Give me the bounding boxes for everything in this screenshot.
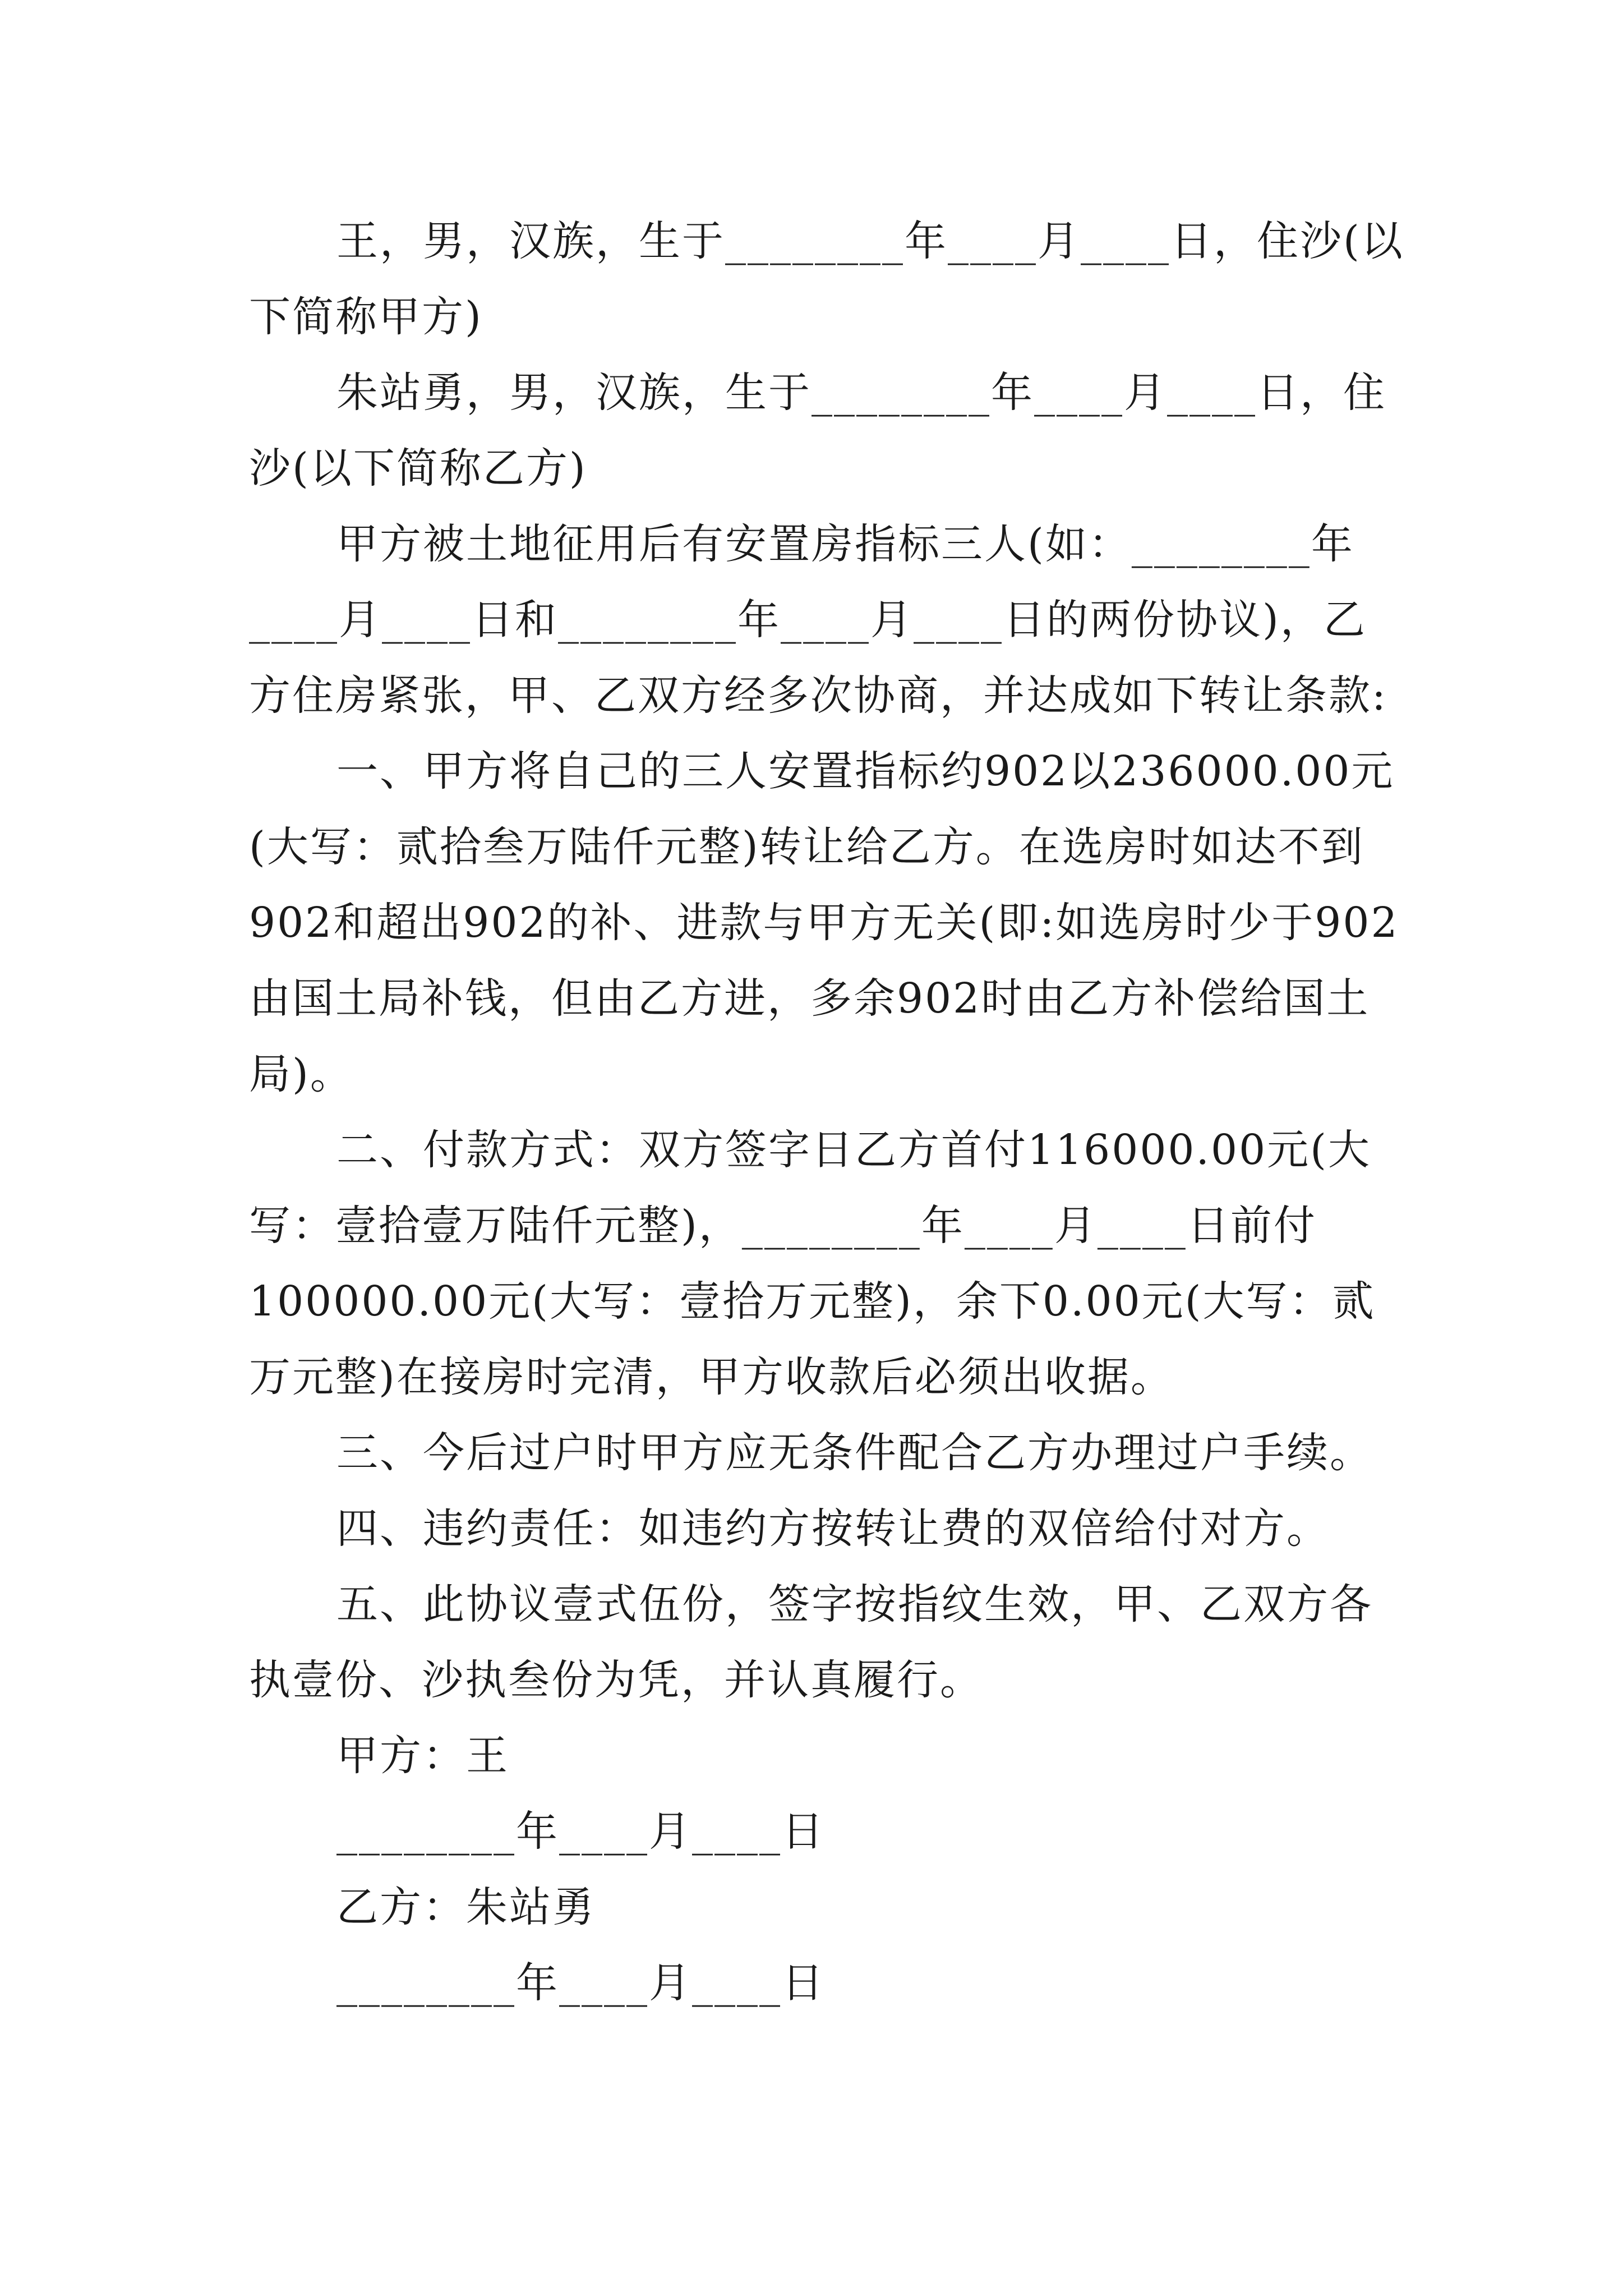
clause-2-line2: 写：壹拾壹万陆仟元整)，________年____月____日前付 [249, 1202, 1317, 1250]
background-line2: ____月____日和________年____月____日的两份协议)，乙 [249, 596, 1367, 644]
party-b-signature: 乙方：朱站勇 [336, 1883, 596, 1931]
clause-1-line4: 由国土局补钱，但由乙方进，多余902时由乙方补偿给国土 [249, 974, 1370, 1023]
party-a-date: ________年____月____日 [336, 1807, 825, 1856]
clause-1-line3: 902和超出902的补、进款与甲方无关(即:如选房时少于902 [249, 899, 1399, 947]
party-b-intro-line2: 沙(以下简称乙方) [249, 444, 587, 493]
clause-4: 四、违约责任：如违约方按转让费的双倍给付对方。 [336, 1504, 1330, 1553]
clause-5-line2: 执壹份、沙执叁份为凭，并认真履行。 [249, 1656, 983, 1704]
party-b-intro-line1: 朱站勇，男，汉族，生于________年____月____日，住 [336, 369, 1386, 417]
party-a-signature: 甲方：王 [336, 1732, 509, 1780]
clause-5-line1: 五、此协议壹式伍份，签字按指纹生效，甲、乙双方各 [336, 1580, 1373, 1628]
party-a-intro-line2: 下简称甲方) [249, 293, 483, 341]
party-b-date: ________年____月____日 [336, 1959, 825, 2007]
clause-1-line2: (大写：贰拾叁万陆仟元整)转让给乙方。在选房时如达不到 [249, 823, 1364, 871]
background-line3: 方住房紧张，甲、乙双方经多次协商，并达成如下转让条款: [249, 671, 1387, 720]
clause-1-line1: 一、甲方将自己的三人安置指标约902以236000.00元 [336, 747, 1395, 795]
clause-2-line1: 二、付款方式：双方签字日乙方首付116000.00元(大 [336, 1126, 1372, 1174]
clause-2-line4: 万元整)在接房时完清，甲方收款后必须出收据。 [249, 1353, 1174, 1401]
clause-2-line3: 100000.00元(大写：壹拾万元整)，余下0.00元(大写：贰 [249, 1277, 1376, 1326]
party-a-intro-line1: 王，男，汉族，生于________年____月____日，住沙(以 [336, 217, 1404, 265]
clause-3: 三、今后过户时甲方应无条件配合乙方办理过户手续。 [336, 1429, 1373, 1477]
clause-1-line5: 局)。 [249, 1050, 353, 1098]
background-line1: 甲方被土地征用后有安置房指标三人(如：________年 [336, 520, 1354, 568]
